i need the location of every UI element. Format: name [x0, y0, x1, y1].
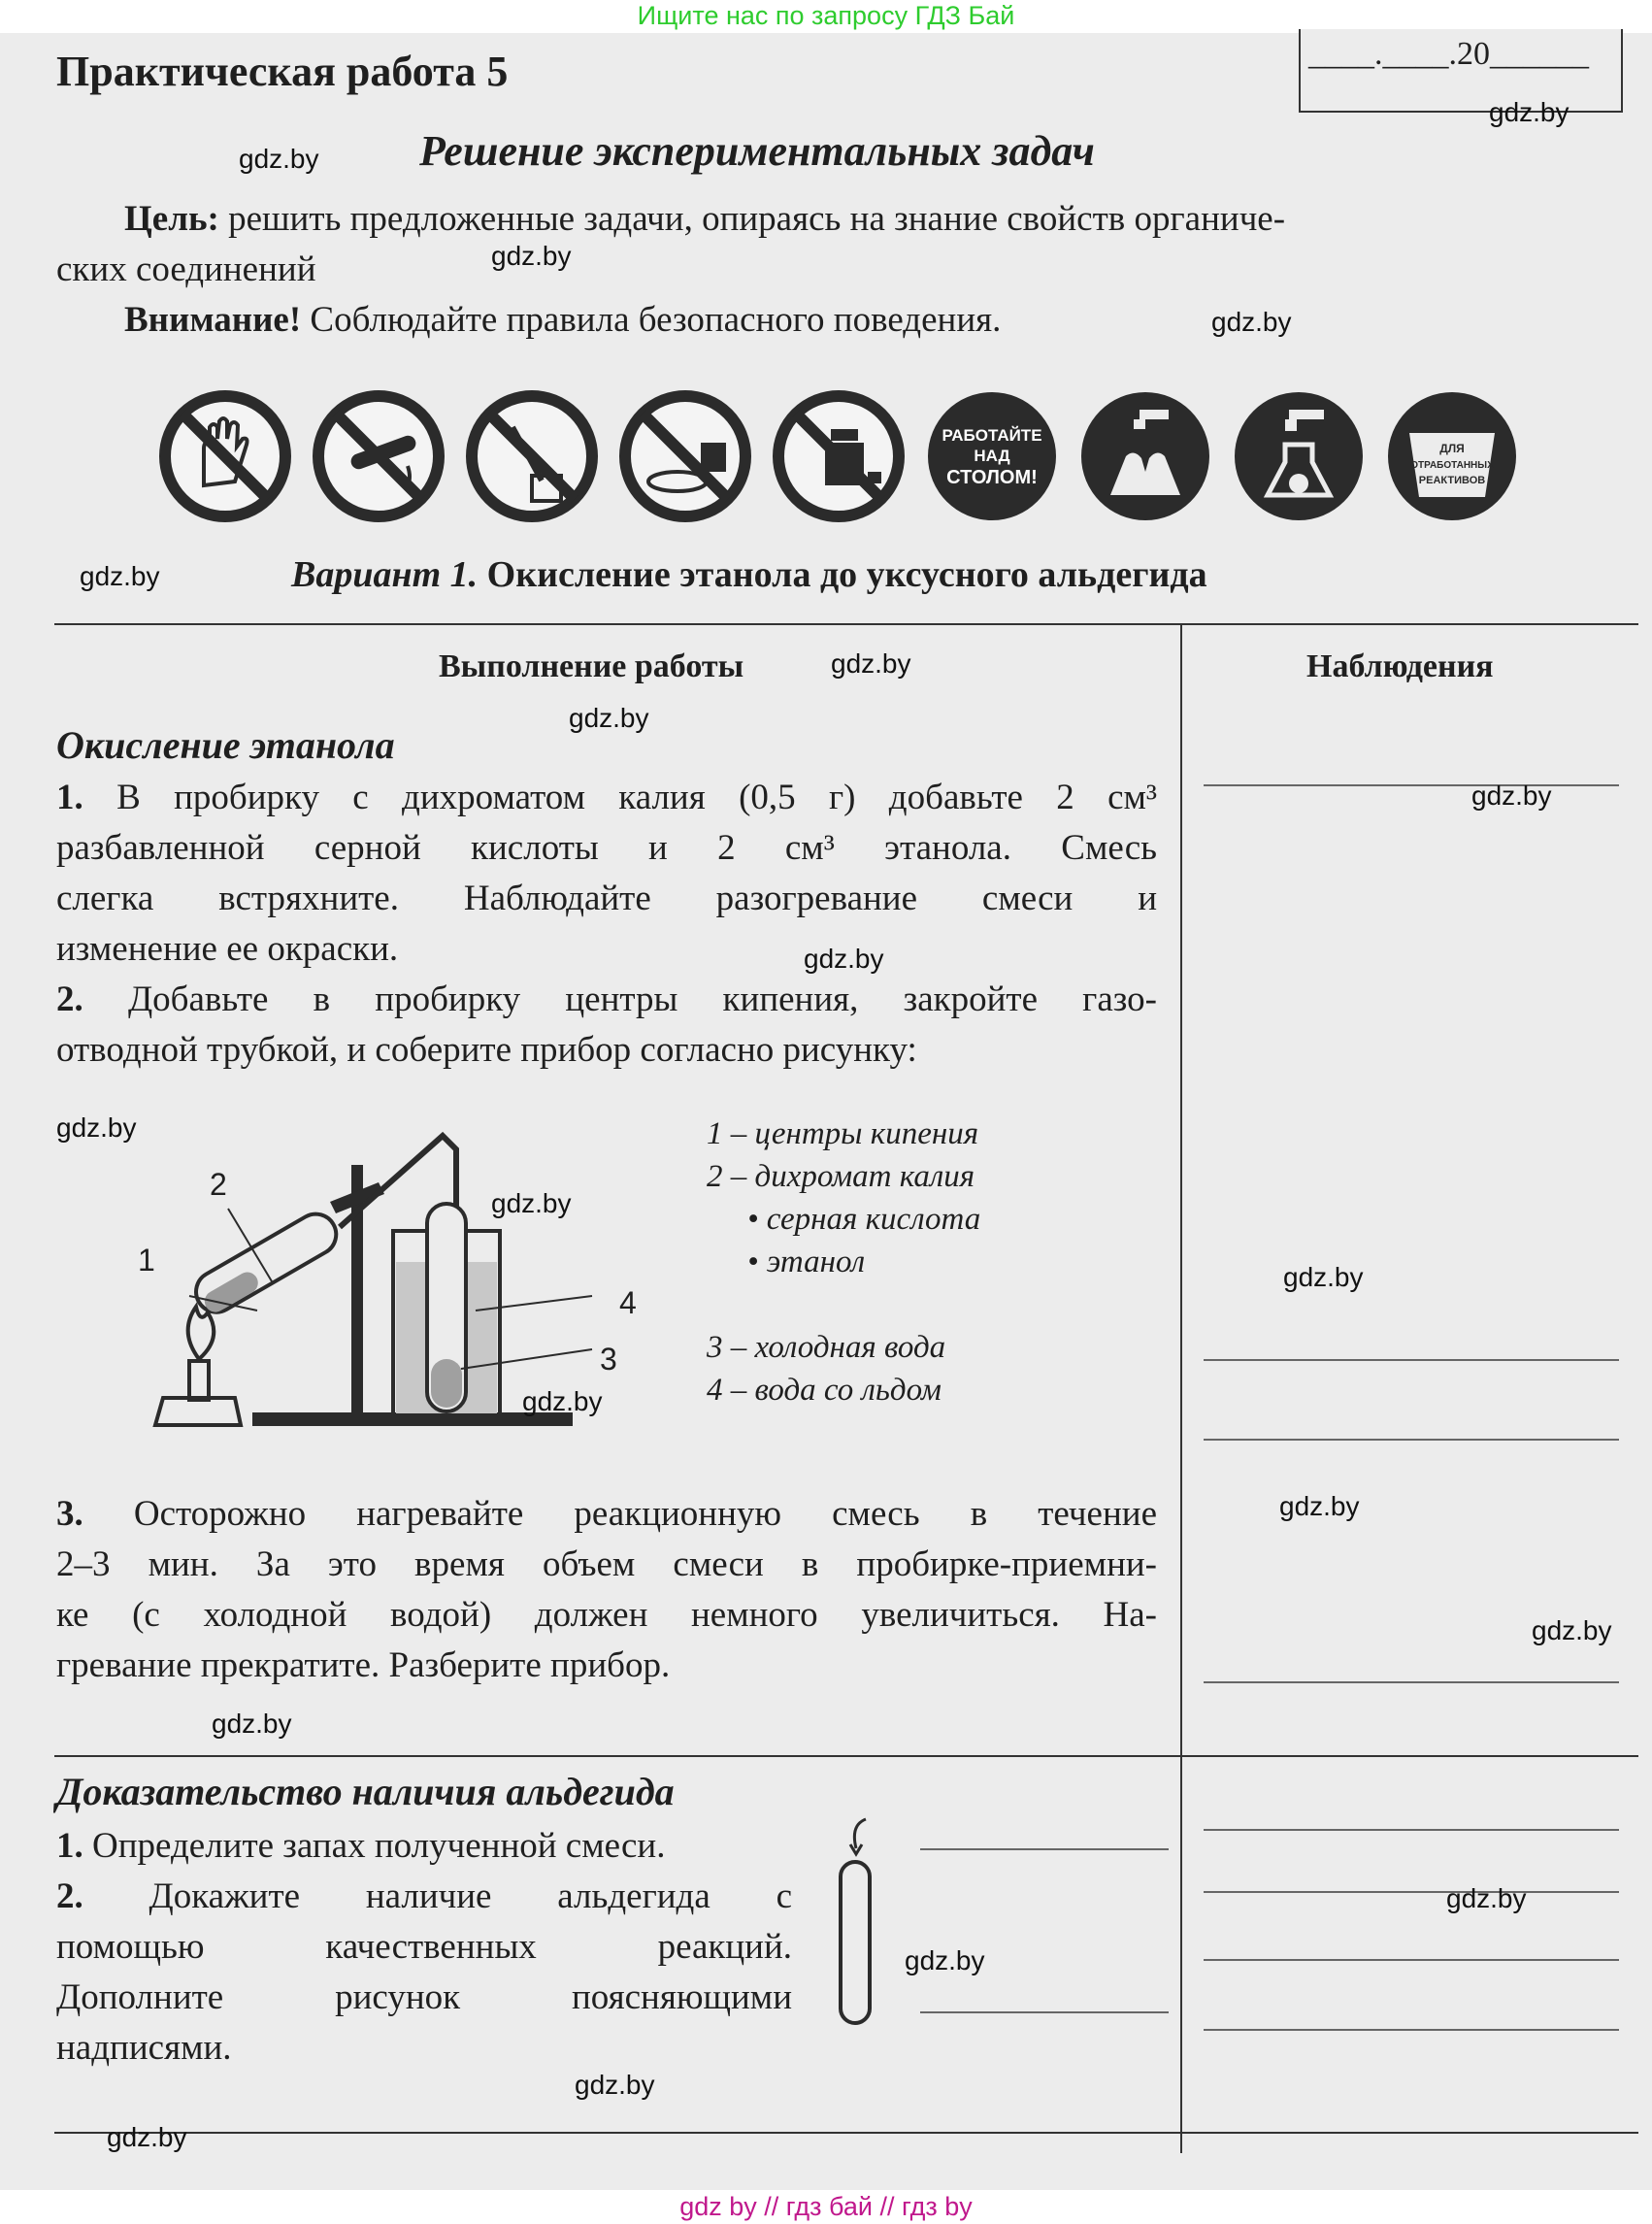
watermark: gdz.by — [831, 648, 911, 679]
proof-step-2-line-2: помощью качественных реакций. — [56, 1927, 792, 1967]
waste-reagents-line-2: ОТРАБОТАННЫХ — [1410, 460, 1494, 471]
watermark: gdz.by — [1211, 307, 1292, 337]
figure-label-4: 4 — [619, 1285, 637, 1320]
step-3-line-4: гревание прекратите. Разберите прибор. — [56, 1645, 671, 1685]
watermark: gdz.by — [212, 1709, 292, 1739]
table-row-divider — [54, 1755, 1638, 1757]
watermark: gdz.by — [56, 1112, 137, 1143]
wash-hands-icon — [1077, 388, 1213, 524]
watermark: gdz.by — [804, 944, 884, 974]
proof-step-2-line-3: Дополните рисунок поясняющими — [56, 1977, 792, 2017]
step-2-line-2: отводной трубкой, и соберите прибор согласно рисунку: — [56, 1030, 917, 1070]
top-banner[interactable]: Ищите нас по запросу ГДЗ Бай — [0, 0, 1652, 33]
step-3-line-3: ке (с холодной водой) должен немного увеличиться. На- — [56, 1595, 1157, 1635]
observation-line-1[interactable] — [1204, 784, 1619, 786]
watermark: gdz.by — [491, 241, 572, 271]
column-header-work: Выполнение работы — [439, 648, 744, 684]
no-pipette-mouth-icon — [617, 388, 753, 524]
watermark: gdz.by — [1471, 780, 1552, 811]
annotation-line-1[interactable] — [920, 1848, 1169, 1850]
page-subtitle: Решение экспериментальных задач — [419, 127, 1095, 175]
step-1 — [56, 773, 1157, 975]
date-field[interactable]: ____.____.20______ — [1308, 36, 1589, 72]
warning-label: Внимание! — [124, 300, 302, 340]
goal-text: решить предложенные задачи, опираясь на знание свойств органиче- — [228, 199, 1286, 239]
no-pour-tube-icon — [311, 388, 446, 524]
legend-item-6: 4 – вода со льдом — [707, 1373, 942, 1408]
watermark: gdz.by — [569, 703, 649, 733]
watermark: gdz.by — [575, 2070, 655, 2100]
observation-line-2[interactable] — [1204, 1359, 1619, 1361]
step-1-line-3: слегка встряхните. Наблюдайте разогревание смеси и — [56, 879, 1157, 918]
legend-item-5: 3 – холодная вода — [707, 1330, 946, 1365]
legend-item-4: • этанол — [747, 1245, 866, 1279]
step-1-line-4: изменение ее окраски. — [56, 929, 399, 969]
step-3 — [56, 1489, 1157, 1691]
column-header-observations: Наблюдения — [1306, 648, 1494, 684]
step-2-line-1: 2. Добавьте в пробирку центры кипения, закройте газо- — [56, 979, 1157, 1019]
waste-reagents-icon — [1384, 388, 1520, 524]
figure-label-2: 2 — [210, 1167, 227, 1202]
observation-line-4[interactable] — [1204, 1681, 1619, 1683]
legend-item-2: 2 – дихромат калия — [707, 1159, 975, 1194]
work-over-table-line-2: НАД — [974, 447, 1010, 465]
watermark: gdz.by — [1279, 1491, 1360, 1521]
observation-line-3[interactable] — [1204, 1439, 1619, 1441]
no-smell-bottle-icon — [771, 388, 907, 524]
watermark: gdz.by — [239, 144, 319, 174]
section-title-oxidation: Окисление этанола — [56, 723, 395, 767]
goal-text-cont: ских соединений — [56, 249, 316, 289]
proof-step-2-line-4: надписями. — [56, 2028, 232, 2068]
observation-line-7[interactable] — [1204, 1959, 1619, 1961]
variant-heading — [291, 553, 1207, 596]
no-taste-icon — [464, 388, 600, 524]
work-over-table-icon — [924, 388, 1060, 524]
rinse-flask-icon — [1231, 388, 1367, 524]
waste-reagents-line-3: РЕАКТИВОВ — [1418, 475, 1486, 486]
figure-label-3: 3 — [600, 1342, 617, 1377]
watermark: gdz.by — [80, 561, 160, 591]
goal-paragraph — [124, 194, 1638, 245]
goal-label: Цель: — [124, 199, 219, 239]
step-1-line-2: разбавленной серной кислоты и 2 см³ этанола. Смесь — [56, 828, 1157, 868]
work-over-table-line-3: СТОЛОМ! — [946, 467, 1038, 488]
table-bottom-rule — [54, 2132, 1638, 2134]
annotation-line-2[interactable] — [920, 2011, 1169, 2013]
figure-label-1: 1 — [138, 1243, 155, 1278]
watermark: gdz.by — [491, 1188, 572, 1218]
table-column-divider — [1180, 623, 1182, 2153]
test-tube-drawing — [827, 1815, 885, 2029]
watermark: gdz.by — [1283, 1262, 1364, 1292]
work-over-table-line-1: РАБОТАЙТЕ — [942, 426, 1042, 445]
watermark: gdz.by — [1446, 1883, 1527, 1913]
no-touch-hand-icon — [157, 388, 293, 524]
proof-step-2-line-1: 2. Докажите наличие альдегида с — [56, 1876, 792, 1916]
watermark: gdz.by — [1489, 97, 1569, 127]
observation-line-5[interactable] — [1204, 1829, 1619, 1831]
page-title: Практическая работа 5 — [56, 48, 509, 95]
table-top-rule — [54, 623, 1638, 625]
watermark: gdz.by — [1532, 1615, 1612, 1645]
observation-line-8[interactable] — [1204, 2029, 1619, 2031]
figure-legend — [707, 1112, 1114, 1411]
warning-text: Соблюдайте правила безопасного поведения. — [310, 300, 1002, 340]
waste-reagents-line-1: ДЛЯ — [1439, 442, 1465, 455]
proof-step-1: 1. Определите запах полученной смеси. — [56, 1826, 666, 1866]
step-1-line-1: 1. В пробирку с дихроматом калия (0,5 г) добавьте 2 см³ — [56, 778, 1157, 817]
variant-title: Окисление этанола до уксусного альдегида — [486, 554, 1207, 595]
watermark: gdz.by — [107, 2122, 187, 2152]
step-3-line-1: 3. Осторожно нагревайте реакционную смесь в течение — [56, 1494, 1157, 1534]
legend-item-3: • серная кислота — [747, 1202, 981, 1237]
watermark: gdz.by — [905, 1945, 985, 1975]
section-title-aldehyde: Доказательство наличия альдегида — [56, 1770, 675, 1813]
variant-label: Вариант 1. — [291, 554, 479, 595]
bottom-banner[interactable]: gdz by // гдз бай // гдз by — [0, 2190, 1652, 2224]
step-2 — [56, 975, 1157, 1076]
step-3-line-2: 2–3 мин. За это время объем смеси в пробирке-приемни- — [56, 1544, 1157, 1584]
watermark: gdz.by — [522, 1386, 603, 1416]
observation-line-6[interactable] — [1204, 1891, 1619, 1893]
proof-step-2 — [56, 1872, 792, 2074]
legend-item-1: 1 – центры кипения — [707, 1116, 979, 1151]
warning-paragraph — [124, 295, 1001, 346]
